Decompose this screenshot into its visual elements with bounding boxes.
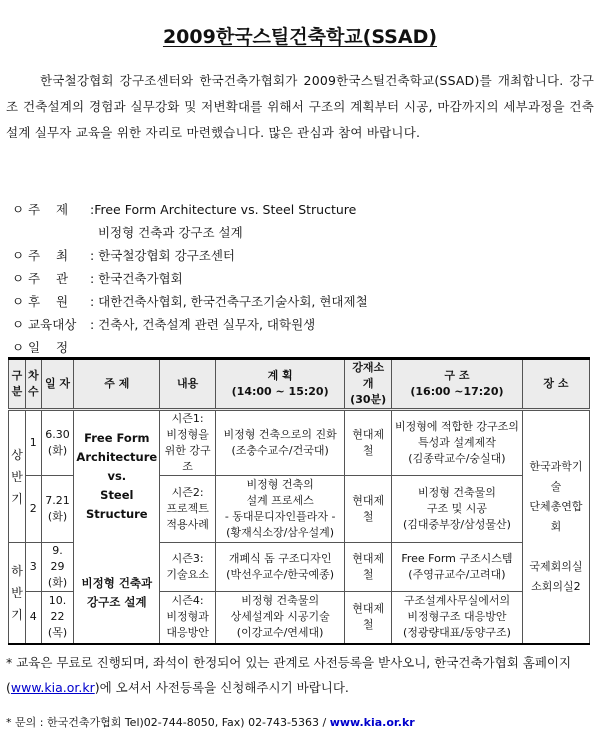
contact-website-link[interactable]: www.kia.or.kr [329,716,415,729]
venue-cell: 한국과학기술 단체총연합회 국제회의실 소회의실2 [522,410,589,644]
info-value: :Free Form Architecture vs. Steel Structure [90,202,357,217]
column-header: 내용 [160,359,216,410]
title-text: 2009한국스틸건축학교(SSAD) [162,26,438,48]
contact-text: * 문의 : 한국건축가협회 Tel)02-744-8050, Fax) 02-743-5363 / [6,716,330,729]
note-text: * 교육은 무료로 진행되며, 좌석이 한정되어 있는 관계로 사전등록을 받사오니, 한국건축가협회 홈페이지( [6,655,572,695]
column-header: 계 획 (14:00 ~ 15:20) [215,359,344,410]
steel-cell: 현대제철 [345,543,392,592]
plan-cell: 비정형 건축으로의 진화 (조충수교수/건국대) [215,410,344,476]
session-number: 1 [25,410,41,476]
info-key [12,221,90,244]
structure-cell: Free Form 구조시스템 (주영규교수/고려대) [392,543,523,592]
column-header: 구분 [9,359,26,410]
info-key: ㅇ 후 원 [12,294,69,309]
plan-cell: 개폐식 돔 구조디자인 (박선우교수/한국예종) [215,543,344,592]
content-cell: 시즌1: 비정형을 위한 강구조 [160,410,216,476]
intro-paragraph: 한국철강협회 강구조센터와 한국건축가협회가 2009한국스틸건축학교(SSAD)를 개최합니다. 강구조 건축설계의 경험과 실무강화 및 저변확대를 위해서 구조의 계획부터 시공, 마감까지의 세부과정을 건축설계 실무자 교육을 위한 자리로 마련했습니다. 많은 관심과 참여 바랍니다. [6,73,594,140]
date-cell: 6.30 (화) [41,410,74,476]
structure-cell: 비정형 건축물의 구조 및 시공 (김대중부장/삼성물산) [392,476,523,543]
date-cell: 10. 22 (목) [41,592,74,644]
plan-cell: 비정형 건축물의 상세설계와 시공기술 (이강교수/연세대) [215,592,344,644]
info-value: : 한국건축가협회 [90,271,183,286]
note-text-end: )에 오셔서 사전등록을 신청해주시기 바랍니다. [94,680,349,695]
schedule-table [8,357,590,645]
info-key: ㅇ 교육대상 [12,317,77,332]
info-key: ㅇ 일 정 [12,340,69,355]
column-header: 장 소 [522,359,589,410]
theme-ko-cell: 비정형 건축과 강구조 설계 [74,543,160,644]
table-row [9,410,590,476]
table-row [9,543,590,592]
info-item [12,267,368,290]
column-header: 주 제 [74,359,160,410]
info-list [12,198,368,359]
structure-cell: 구조설계사무실에서의 비정형구조 대응방안 (정광량대표/동양구조) [392,592,523,644]
info-item [12,290,368,313]
steel-cell: 현대제철 [345,476,392,543]
info-key: ㅇ 주 최 [12,248,69,263]
info-value: 비정형 건축과 강구조 설계 [90,225,243,240]
info-key: ㅇ 주 제 [12,202,69,217]
session-number: 2 [25,476,41,543]
column-header: 일 자 [41,359,74,410]
date-cell: 9. 29 (화) [41,543,74,592]
half-cell: 하 반 기 [9,543,26,644]
info-item [12,336,368,359]
info-item [12,313,368,336]
info-value: : 건축사, 건축설계 관련 실무자, 대학원생 [90,317,316,332]
half-cell: 상 반 기 [9,410,26,543]
info-key: ㅇ 주 관 [12,271,69,286]
session-number: 4 [25,592,41,644]
structure-cell: 비정형에 적합한 강구조의 특성과 설계제작 (김종락교수/숭실대) [392,410,523,476]
column-header: 구 조 (16:00 ~17:20) [392,359,523,410]
content-cell: 시즌3: 기술요소 [160,543,216,592]
steel-cell: 현대제철 [345,592,392,644]
session-number: 3 [25,543,41,592]
page-title [0,22,600,49]
content-cell: 시즌2: 프로젝트 적용사례 [160,476,216,543]
plan-cell: 비정형 건축의 설계 프로세스 - 동대문디자인플라자 - (황재식소장/삼우설계) [215,476,344,543]
registration-note [6,650,594,700]
info-item [12,221,368,244]
table-header-row [9,359,590,410]
content-cell: 시즌4: 비정형과 대응방안 [160,592,216,644]
contact-line [6,714,594,730]
info-value: : 한국철강협회 강구조센터 [90,248,235,263]
column-header: 강재소개 (30분) [345,359,392,410]
info-item [12,198,368,221]
info-item [12,244,368,267]
steel-cell: 현대제철 [345,410,392,476]
info-value: : 대한건축사협회, 한국건축구조기술사회, 현대제철 [90,294,368,309]
theme-en-cell: Free Form Architecture vs. Steel Structure [74,410,160,543]
date-cell: 7.21 (화) [41,476,74,543]
website-link[interactable]: www.kia.or.kr [10,680,95,695]
column-header: 차수 [25,359,41,410]
